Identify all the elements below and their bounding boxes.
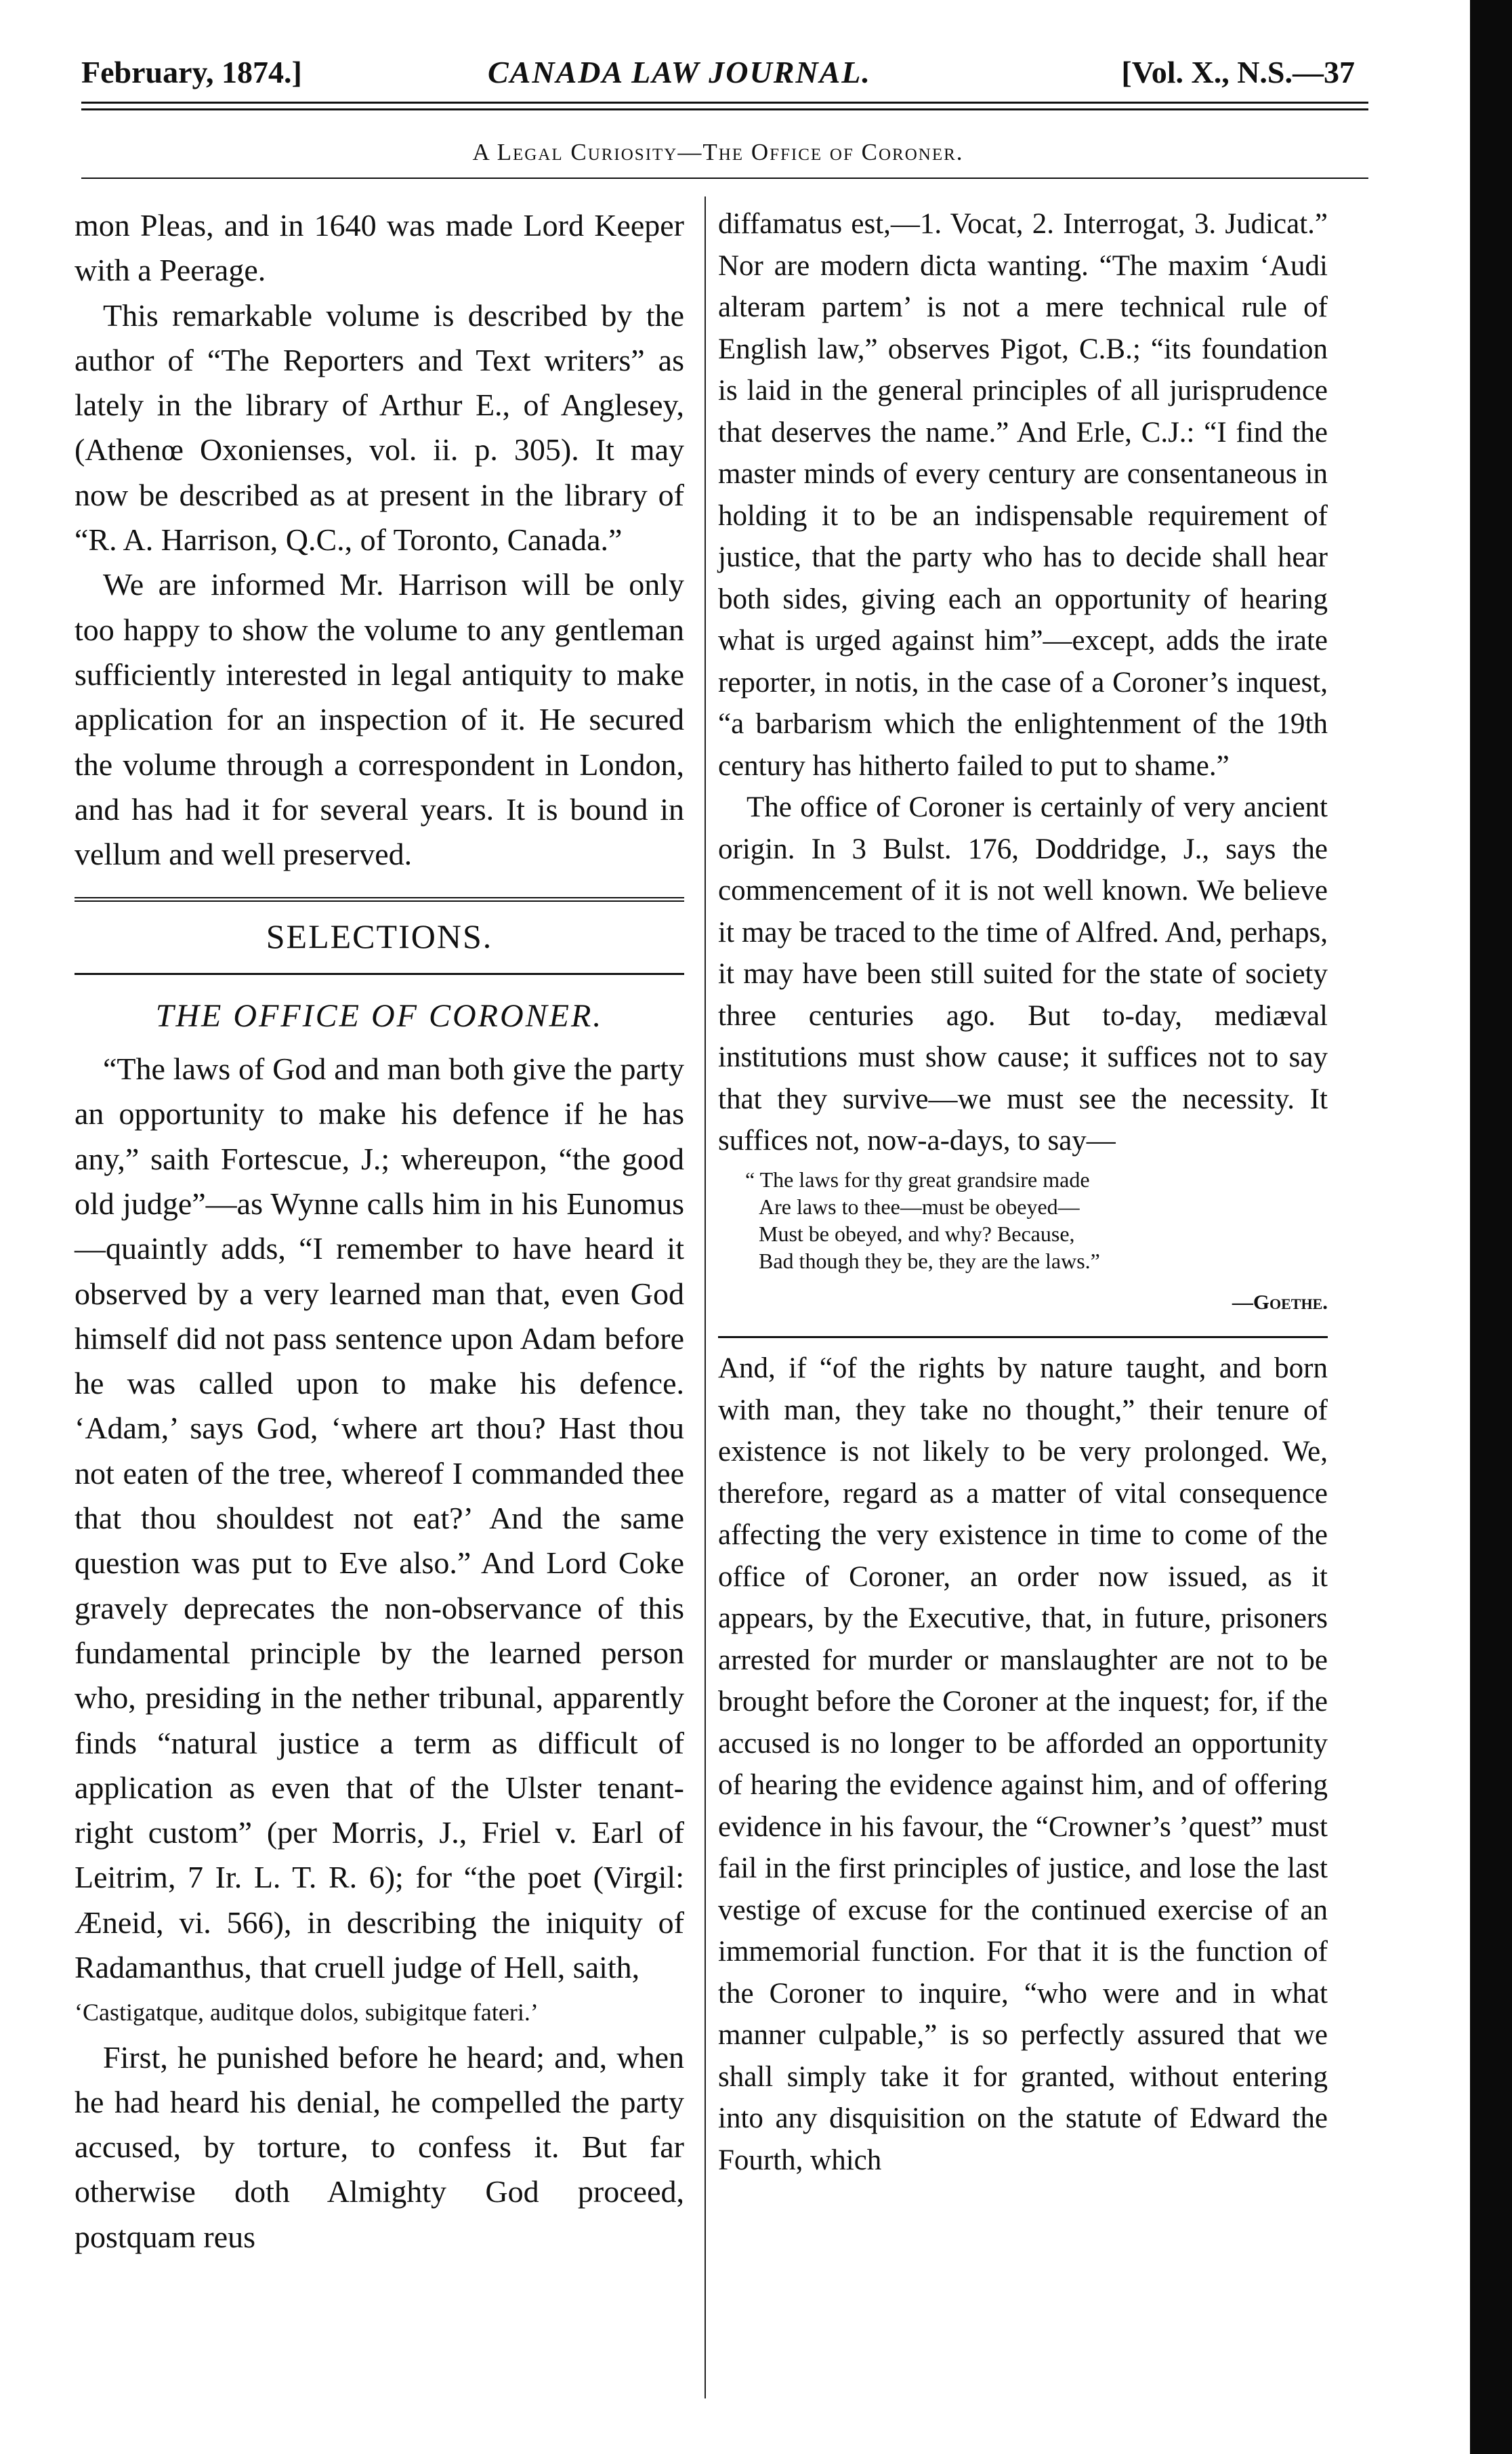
verse-line: “ The laws for thy great grandsire made bbox=[745, 1167, 1090, 1192]
section-subhead: A Legal Curiosity—The Office of Coroner. bbox=[472, 139, 964, 165]
paragraph: “The laws of God and man both give the party an opportunity to make his defence if he has any,” saith Fortescue, J.; whereupon, “the good old judge”—as Wynne calls him in his Eunomus—quaintly adds, “I remember to have heard it observed by a very learned man that, even God himself did not pass sentence upon Adam before he was called upon to make his defence. ‘Adam,’ says God, ‘where art thou? Hast thou not eaten of the tree, whereof I commanded thee that thou shouldest not eat?’ And the same question was put to Eve also.” And Lord Coke gravely deprecates the non-observance of this fundamental principle by the learned person who, presiding in the nether tribunal, apparently finds “natural justice a term as difficult of application as even that of the Ulster tenant-right custom” (per Morris, J., Friel v. Earl of Leitrim, 7 Ir. L. T. R. 6); for “the poet (Virgil: Æneid, vi. 566), in describing the iniquity of Radamanthus, that cruell judge of Hell, saith, bbox=[75, 1052, 684, 1984]
right-column bbox=[718, 203, 1328, 2181]
article-title: THE OFFICE OF CORONER. bbox=[155, 997, 604, 1034]
verse-line: Bad though they be, they are the laws.” bbox=[759, 1248, 1100, 1273]
verse-quotation bbox=[745, 1166, 1328, 1274]
header-rule-bottom bbox=[81, 108, 1368, 110]
latin-quotation: ‘Castigatque, auditque dolos, subigitque fateri.’ bbox=[75, 1999, 539, 2026]
paragraph: diffamatus est,—1. Vocat, 2. Interrogat, 3. Judicat.” Nor are modern dicta wanting. “The maxim ‘Audi alteram partem’ is not a mere technical rule of English law,” observes Pigot, C.B.; “its foundation is laid in the general principles of all jurisprudence that deserves the name.” And Erle, C.J.: “I find the master minds of every century are consentaneous in holding it to be an indispensable requirement of justice, that the party who has to decide shall hear both sides, giving each an opportunity of hearing what is urged against him”—except, adds the irate reporter, in notis, in the case of a Coroner’s inquest, “a barbarism which the enlightenment of the 19th century has hitherto failed to put to shame.” bbox=[718, 208, 1328, 782]
volume-page: [Vol. X., N.S.—37 bbox=[1121, 55, 1355, 89]
header-rule-top bbox=[81, 102, 1368, 104]
verse-line: Must be obeyed, and why? Because, bbox=[759, 1221, 1075, 1246]
paragraph: We are informed Mr. Harrison will be only too happy to show the volume to any gentleman sufficiently interested in legal antiquity to make application for an inspection of it. He secured the volume through a correspondent in London, and has had it for several years. It is bound in vellum and well preserved. bbox=[75, 567, 684, 872]
running-head bbox=[81, 41, 1355, 95]
left-column bbox=[75, 203, 684, 2260]
selections-heading: SELECTIONS. bbox=[75, 897, 684, 974]
paragraph: The office of Coroner is certainly of very ancient origin. In 3 Bulst. 176, Doddridge, J., says the commencement of it is not well known. We believe it may be traced to the time of Alfred. And, perhaps, it may have been still suited for the state of society three centuries ago. But to-day, mediæval institutions must show cause; it suffices not to say that they survive—we must see the necessity. It suffices not, now-a-days, to say— bbox=[718, 791, 1328, 1157]
paragraph: First, he punished before he heard; and, when he had heard his denial, he compelled the party accused, by torture, to confess it. But far otherwise doth Almighty God proceed, postquam reus bbox=[75, 2039, 684, 2254]
book-spine-edge bbox=[1470, 0, 1512, 2454]
column-divider bbox=[705, 196, 706, 2398]
quote-attribution: —Goethe. bbox=[1232, 1289, 1328, 1314]
paragraph: This remarkable volume is described by the author of “The Reporters and Text writers” as lately in the library of Arthur E., of Anglesey, (Athenœ Oxonienses, vol. ii. p. 305). It may now be described as at present in the library of “R. A. Harrison, Q.C., of Toronto, Canada.” bbox=[75, 297, 684, 558]
paragraph: And, if “of the rights by nature taught, and born with man, they take no thought,” their tenure of existence is not likely to be very prolonged. We, therefore, regard as a matter of vital consequence affecting the very existence in time to come of the office of Coroner, an order now issued, as it appears, by the Executive, that, in future, prisoners arrested for murder or manslaughter are not to be brought before the Coroner at the inquest; for, if the accused is no longer to be afforded an opportunity of hearing the evidence against him, and of offering evidence in his favour, the “Crowner’s ’quest” must fail in the first principles of justice, and lose the last vestige of excuse for the continued exercise of an immemorial function. For that it is the function of the Coroner to inquire, “who were and in what manner culpable,” is so perfectly assured that we shall simply take it for granted, without entering into any disquisition on the statute of Edward the Fourth, which bbox=[718, 1352, 1328, 2176]
issue-date: February, 1874.] bbox=[81, 55, 302, 89]
subhead-rule bbox=[81, 178, 1368, 179]
paragraph: mon Pleas, and in 1640 was made Lord Keeper with a Peerage. bbox=[75, 208, 684, 288]
quote-rule bbox=[718, 1336, 1328, 1338]
journal-title: CANADA LAW JOURNAL. bbox=[488, 55, 871, 89]
verse-line: Are laws to thee—must be obeyed— bbox=[759, 1194, 1080, 1219]
